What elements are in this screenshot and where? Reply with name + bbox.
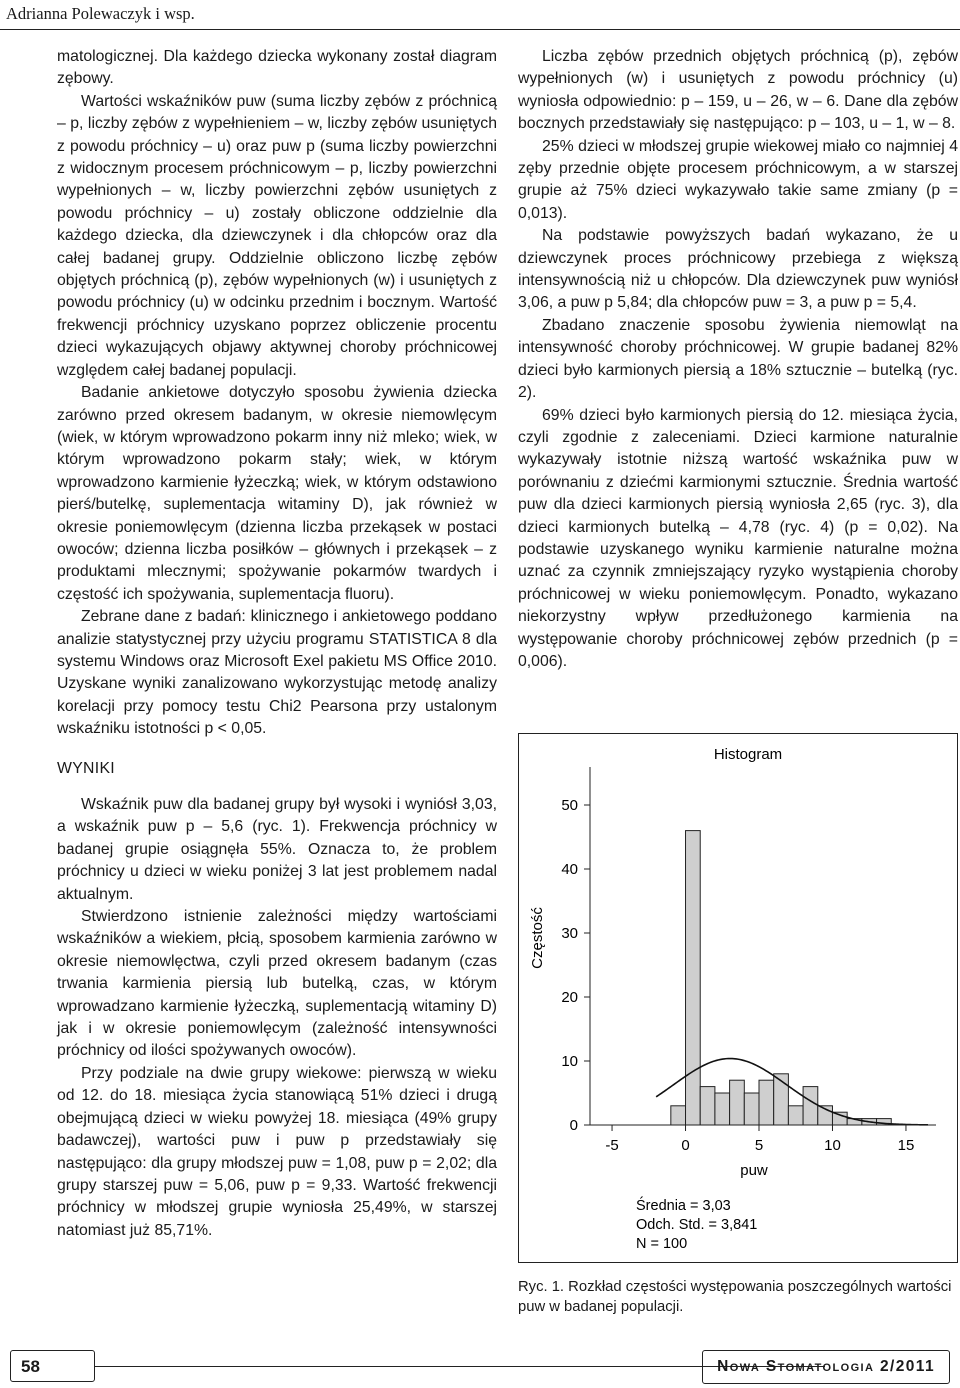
y-tick-label: 50 (561, 797, 578, 814)
histogram-bar (700, 1087, 715, 1125)
x-tick-label: 10 (824, 1137, 841, 1154)
paragraph: Na podstawie powyższych badań wykazano, że u dziewczynek proces próchnicowy przebiega z większą intensywnością niż u chłopców. Dla dziewczynek puw wyniósł 3,06, a puw p 5,84; dla chłopców puw = 3, a puw p = 5,4. (518, 227, 958, 312)
x-axis-label: puw (740, 1162, 768, 1179)
y-axis-label: Częstość (529, 907, 546, 969)
histogram-bar (715, 1093, 730, 1125)
histogram-bar (803, 1087, 818, 1125)
x-tick-label: -5 (605, 1137, 619, 1154)
figure-caption: Ryc. 1. Rozkład częstości występowania poszczególnych wartości puw w badanej populacji. (518, 1279, 952, 1315)
histogram-chart (518, 733, 958, 1263)
paragraph: 69% dzieci było karmionych piersią do 12. miesiąca życia, czyli zgodnie z zaleceniami. Dzieci karmione naturalnie wykazywały istotnie niższą wartość wskaźnika puw w porównaniu z dziećmi karmionymi sztucznie. Średnia wartość puw dla dzieci karmionych piersią wyniosła 2,65 (ryc. 3), dla dzieci karmionych butelką – 4,78 (ryc. 4) (p = 0,02). Na podstawie uzyskanego wyniku karmienie naturalne można uznać za czynnik zmniejszający ryzyko wystąpienia choroby próchnicowej w wieku poniemowlęcym. Ponadto, wykazano niekorzystny wpływ przedłużonego karmienia na występowanie choroby próchnicowej zębów przednich (p = 0,006). (518, 406, 958, 670)
histogram-bar (788, 1106, 803, 1125)
page-number: 58 (10, 1350, 95, 1382)
y-tick-label: 0 (569, 1117, 578, 1134)
histogram-bar (759, 1080, 774, 1125)
x-tick-label: 0 (681, 1137, 690, 1154)
paragraph: 25% dzieci w młodszej grupie wiekowej miało co najmniej 4 zęby przednie objęte procesem próchnicowym, a w starszej grupie aż 75% dzieci wykazywało takie same zmiany (p = 0,013). (518, 137, 958, 222)
y-tick-label: 30 (561, 925, 578, 942)
paragraph: Przy podziale na dwie grupy wiekowe: pierwszą w wieku od 12. do 18. miesiąca życia stanowiącą 51% dzieci i drugą obejmującą dzieci w wieku powyżej 18. miesiąca (49% grupy badawczej), wartości puw i puw p przedstawiały się następująco: dla grupy młodszej puw = 1,08, puw p = 2,02; dla grupy starszej puw = 5,06, puw p = 9,33. Wartość frekwencji próchnicy w młodszej grupie wyniosła 25,49%, w starszej natomiast już 85,71%. (57, 1064, 497, 1239)
histogram-bar (671, 1106, 686, 1125)
histogram-figure (518, 733, 958, 1263)
paragraph: Wartości wskaźników puw (suma liczby zębów z próchnicą – p, liczby zębów z wypełnieniem – w, liczby zębów usuniętych z powodu próchnicy – u) oraz puw p (suma liczby powierzchni z widocznym procesem próchnicowym – p, liczby powierzchni wypełnionych – w, liczby powierzchni zębów usuniętych z powodu próchnicy – u) zostały obliczone oddzielnie dla każdego dziecka, dla dziewczynek i dla chłopców oraz dla całej badanej grupy. Oddzielnie obliczono liczbę zębów objętych próchnicą (p), zębów wypełnionych (w) i usuniętych z powodu próchnicy (u) w odcinku przednim i bocznym. Wartość frekwencji próchnicy uzyskano poprzez obliczenie procentu dzieci wykazujących objawy aktywnej choroby próchnicowej względem całej badanej populacji. (57, 92, 497, 379)
paragraph: Stwierdzono istnienie zależności między wartościami wskaźników a wiekiem, płcią, sposobem karmienia zarówno w okresie niemowlęctwa, czyli przed okresem badanym (czas trwania karmienia piersią lub butelką, czas, w którym wprowadzano karmienie łyżeczką, suplementacją witaminy D) jak i w okresie poniemowlęcym (zależność intensywności próchnicy od ilości spożywanych owoców). (57, 908, 497, 1060)
paragraph: Zebrane dane z badań: klinicznego i ankietowego poddano analizie statystycznej przy użyciu programu STATISTICA 8 dla systemu Windows oraz Microsoft Exel pakietu MS Office 2010. Uzyskane wyniki zanalizowano wykorzystując metodę analizy korelacji przy pomocy testu Chi2 Pearsona przy ustalonym wskaźniku istotności p < 0,05. (57, 608, 497, 738)
y-tick-label: 20 (561, 989, 578, 1006)
x-tick-label: 15 (897, 1137, 915, 1154)
y-tick-label: 40 (561, 861, 578, 878)
paragraph: Zbadano znaczenie sposobu żywienia niemowląt na intensywność choroby próchnicowej. W grupie badanej 82% dzieci było karmionych piersią a 18% sztucznie – butelką (ryc. 2). (518, 316, 958, 402)
page-footer (0, 1350, 960, 1388)
paragraph: Badanie ankietowe dotyczyło sposobu żywienia dziecka zarówno przed okresem badanym, w okresie niemowlęcym (wiek, w którym wprowadzono pokarm inny niż mleko; wiek, w którym wprowadzono pokarm stały; wiek, w którym wprowadzono karmienie łyżeczką; wiek, w którym odstawiono pierś/butelkę, suplementacja witaminy D), jak również w okresie poniemowlęcym (dzienna liczba przekąsek w postaci owoców; dzienna liczba posiłków – głównych i przekąsek – z produktami mlecznymi; spożywanie pokarmów twardych i częstość ich spożywania, suplementacja fluoru). (57, 384, 497, 603)
histogram-bar (832, 1112, 847, 1125)
paragraph: Liczba zębów przednich objętych próchnicą (p), zębów wypełnionych (w) i usuniętych z powodu próchnicy (u) wyniosła odpowiednio: p – 159, u – 26, w – 6. Dane dla zębów bocznych przedstawiały się następująco: p – 103, u – 1, w – 8. (518, 48, 958, 133)
paragraph: matologicznej. Dla każdego dziecka wykonany został diagram zębowy. (57, 48, 497, 88)
chart-title: Histogram (713, 746, 783, 763)
figure-frame (519, 734, 958, 1263)
paragraph: Wskaźnik puw dla badanej grupy był wysoki i wyniósł 3,03, a wskaźnik puw p – 5,6 (ryc. 1). Frekwencja próchnicy w badanej grupie osiągnęła 55%. Oznacza to, że problem próchnicy u dzieci w wieku poniżej 3 lat jest problemem nadal aktualnym. (57, 796, 497, 903)
stat-line: Średnia = 3,03 (636, 1198, 731, 1214)
x-tick-label: 5 (754, 1137, 764, 1154)
right-column (518, 46, 958, 673)
y-tick-label: 10 (561, 1053, 578, 1070)
left-column (57, 46, 497, 1242)
histogram-bar (730, 1080, 745, 1125)
running-head: Adrianna Polewaczyk i wsp. (6, 4, 195, 23)
histogram-bar (686, 831, 701, 1125)
journal-name: Nowa Stomatologia 2/2011 (702, 1350, 950, 1384)
section-heading: WYNIKI (57, 759, 115, 777)
stat-line: N = 100 (636, 1236, 688, 1252)
header-divider (0, 29, 960, 30)
histogram-bar (744, 1093, 759, 1125)
stat-line: Odch. Std. = 3,841 (636, 1217, 758, 1233)
